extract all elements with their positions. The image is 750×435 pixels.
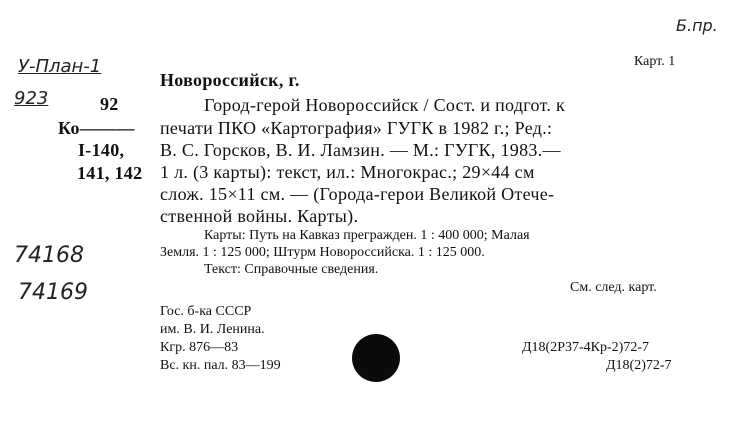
call-number-1: 92 xyxy=(100,94,119,114)
maps-line: Карты: Путь на Кавказ преграждeн. 1 : 400 000; Малая xyxy=(204,228,530,243)
handwritten-inventory-2: 74169 xyxy=(18,280,88,305)
body-line: В. С. Горсков, В. И. Ламзин. — М.: ГУГК, 1983.— xyxy=(160,140,561,160)
library-line: Вс. кн. пал. 83—199 xyxy=(160,358,281,373)
call-number-4: 141, 142 xyxy=(77,163,143,183)
library-line: им. В. И. Ленина. xyxy=(160,322,265,337)
handwritten-inventory-1: 74168 xyxy=(14,243,84,268)
call-number-2: Ко——— xyxy=(58,118,135,138)
classification-code: Д18(2)72-7 xyxy=(606,358,672,373)
card-type-label: Карт. 1 xyxy=(634,54,676,69)
handwritten-number: 923 xyxy=(14,88,49,109)
handwritten-top-right: Б.пр. xyxy=(676,16,718,35)
library-line: Гос. б-ка СССР xyxy=(160,304,252,319)
handwritten-location-code: У-План-1 xyxy=(18,56,102,77)
body-line: печати ПКО «Картография» ГУГК в 1982 г.; Ред.: xyxy=(160,118,553,138)
text-note: Текст: Справочные сведения. xyxy=(204,262,379,277)
ink-stamp xyxy=(352,334,400,382)
body-line: 1 л. (3 карты): текст, ил.: Многокрас.; 29×44 см xyxy=(160,162,535,182)
body-line: ственной войны. Карты). xyxy=(160,206,359,226)
see-next-card: См. след. карт. xyxy=(570,280,657,295)
body-line: слож. 15×11 см. — (Города-герои Великой Отече- xyxy=(160,184,555,204)
classification-code: Д18(2Р37-4Кр-2)72-7 xyxy=(522,340,649,355)
call-number-3: I-140, xyxy=(78,140,125,160)
maps-line: Земля. 1 : 125 000; Штурм Новороссийска. 1 : 125 000. xyxy=(160,245,485,260)
card-heading: Новороссийск, г. xyxy=(160,70,300,90)
library-line: Кгр. 876—83 xyxy=(160,340,239,355)
body-line: Город-герой Новороссийск / Сост. и подгот. к xyxy=(204,95,566,115)
